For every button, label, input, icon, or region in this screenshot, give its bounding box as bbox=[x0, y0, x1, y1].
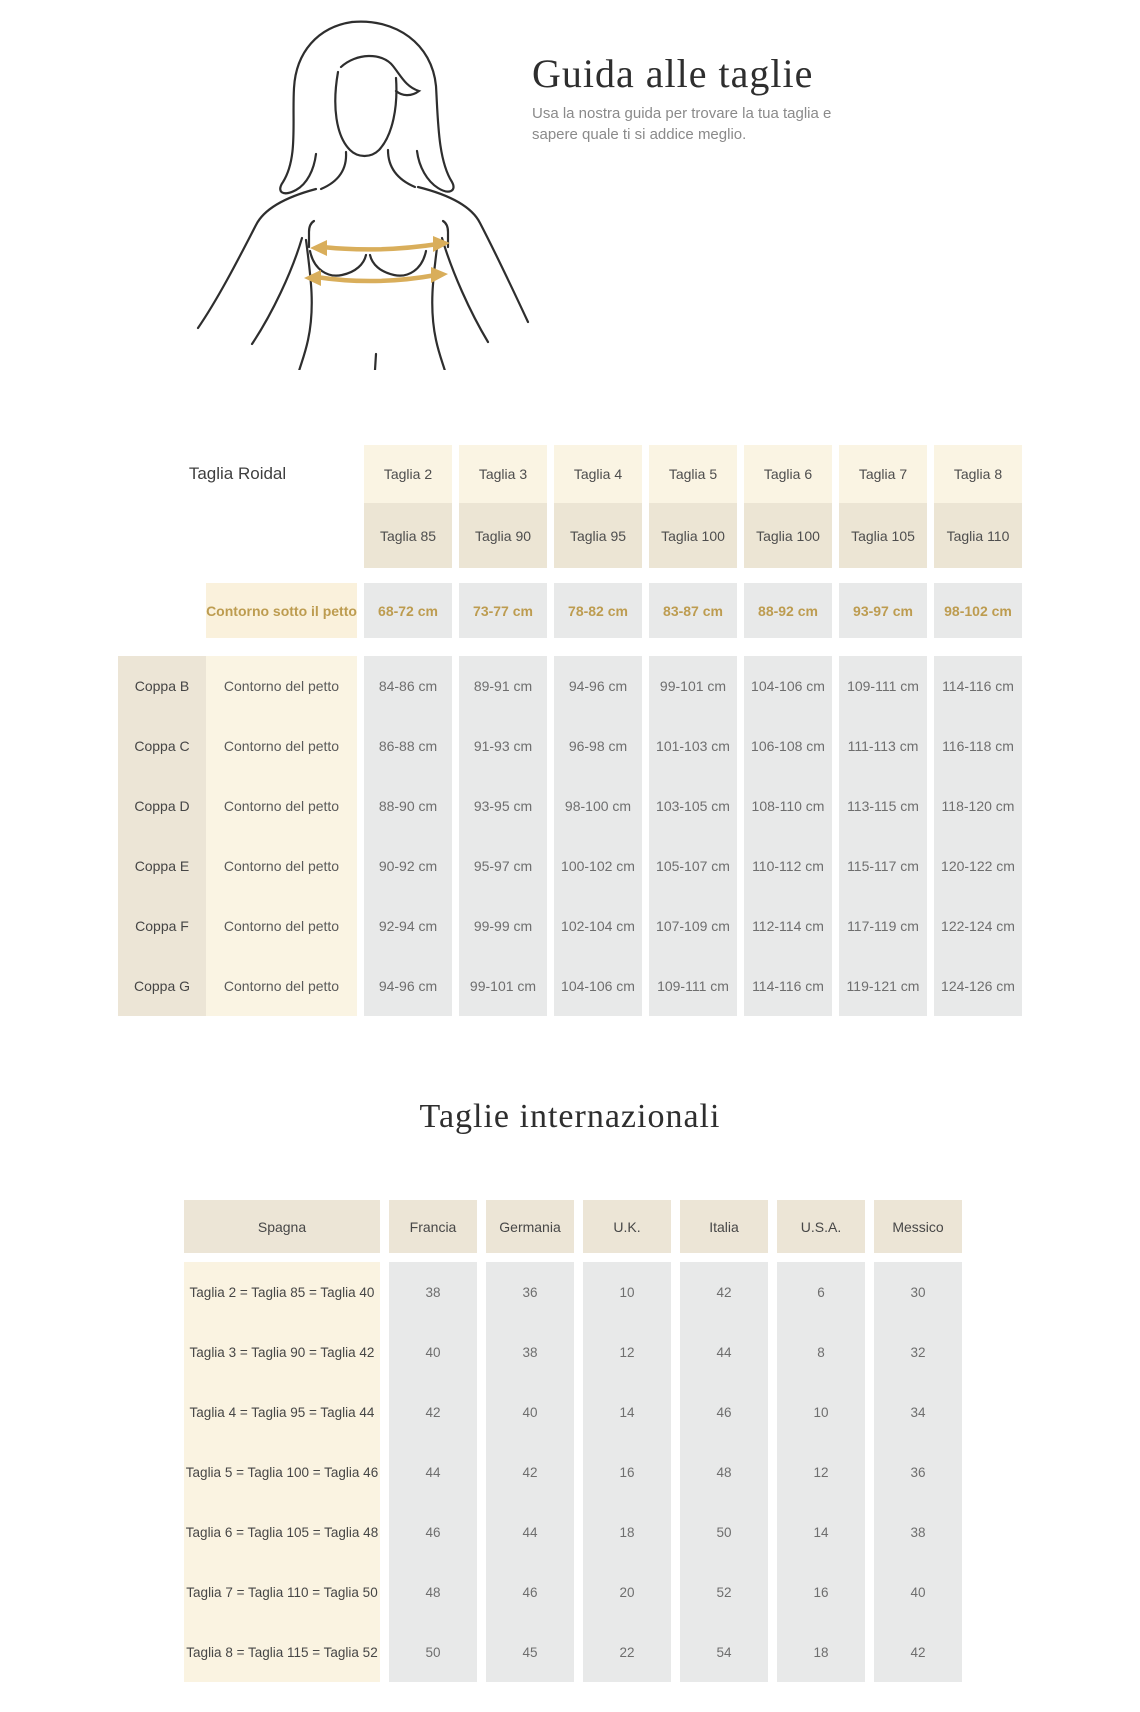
intl-value: 40 bbox=[874, 1562, 962, 1622]
cup-value: 112-114 cm bbox=[744, 896, 832, 956]
table-corner-label: Taglia Roidal bbox=[188, 464, 287, 483]
intl-header-cell: U.K. bbox=[583, 1200, 671, 1253]
cup-value: 86-88 cm bbox=[364, 716, 452, 776]
intl-value: 44 bbox=[389, 1442, 477, 1502]
intl-value: 52 bbox=[680, 1562, 768, 1622]
intl-value: 42 bbox=[389, 1382, 477, 1442]
intl-value: 30 bbox=[874, 1262, 962, 1322]
cup-value: 98-100 cm bbox=[554, 776, 642, 836]
intl-value: 46 bbox=[680, 1382, 768, 1442]
intl-row-label: Taglia 4 = Taglia 95 = Taglia 44 bbox=[184, 1382, 380, 1442]
cup-value: 113-115 cm bbox=[839, 776, 927, 836]
intl-value: 10 bbox=[777, 1382, 865, 1442]
intl-value: 44 bbox=[680, 1322, 768, 1382]
underbust-label: Contorno sotto il petto bbox=[206, 583, 357, 638]
intl-value: 14 bbox=[583, 1382, 671, 1442]
cup-value: 120-122 cm bbox=[934, 836, 1022, 896]
cup-label: Coppa C bbox=[118, 716, 206, 776]
intl-row bbox=[184, 1622, 962, 1682]
intl-value: 42 bbox=[680, 1262, 768, 1322]
cup-label: Coppa D bbox=[118, 776, 206, 836]
intl-row bbox=[184, 1502, 962, 1562]
intl-value: 38 bbox=[389, 1262, 477, 1322]
intl-value: 20 bbox=[583, 1562, 671, 1622]
cup-label: Coppa B bbox=[118, 656, 206, 716]
intl-value: 36 bbox=[874, 1442, 962, 1502]
cup-value: 114-116 cm bbox=[934, 656, 1022, 716]
cup-value: 116-118 cm bbox=[934, 716, 1022, 776]
cup-value: 105-107 cm bbox=[649, 836, 737, 896]
size-header-cell: Taglia 100 bbox=[649, 503, 737, 568]
size-header-row-1 bbox=[118, 445, 1022, 503]
intl-value: 38 bbox=[874, 1502, 962, 1562]
cup-measure-label: Contorno del petto bbox=[206, 896, 357, 956]
intl-value: 12 bbox=[583, 1322, 671, 1382]
cup-value: 114-116 cm bbox=[744, 956, 832, 1016]
cup-value: 108-110 cm bbox=[744, 776, 832, 836]
size-header-cell: Taglia 4 bbox=[554, 445, 642, 503]
bust-measurement-figure-illustration bbox=[170, 10, 530, 370]
intl-value: 46 bbox=[389, 1502, 477, 1562]
cup-value: 99-99 cm bbox=[459, 896, 547, 956]
intl-header-cell: Francia bbox=[389, 1200, 477, 1253]
intl-value: 48 bbox=[680, 1442, 768, 1502]
cup-value: 94-96 cm bbox=[554, 656, 642, 716]
intl-row bbox=[184, 1322, 962, 1382]
cup-value: 104-106 cm bbox=[554, 956, 642, 1016]
intl-row-label: Taglia 6 = Taglia 105 = Taglia 48 bbox=[184, 1502, 380, 1562]
cup-row bbox=[118, 716, 1022, 776]
cup-value: 96-98 cm bbox=[554, 716, 642, 776]
page-subtitle: Usa la nostra guida per trovare la tua taglia e sapere quale ti si addice meglio. bbox=[532, 105, 832, 143]
intl-value: 40 bbox=[486, 1382, 574, 1442]
intl-value: 48 bbox=[389, 1562, 477, 1622]
woman-torso-outline bbox=[198, 22, 528, 370]
underbust-value: 73-77 cm bbox=[459, 583, 547, 638]
cup-measure-label: Contorno del petto bbox=[206, 956, 357, 1016]
intl-row-label: Taglia 8 = Taglia 115 = Taglia 52 bbox=[184, 1622, 380, 1682]
size-header-cell: Taglia 110 bbox=[934, 503, 1022, 568]
intl-value: 16 bbox=[583, 1442, 671, 1502]
cup-label: Coppa F bbox=[118, 896, 206, 956]
intl-value: 14 bbox=[777, 1502, 865, 1562]
intl-header-cell: Spagna bbox=[184, 1200, 380, 1253]
intl-section-title: Taglie internazionali bbox=[419, 1098, 721, 1135]
cup-value: 119-121 cm bbox=[839, 956, 927, 1016]
size-header-cell: Taglia 7 bbox=[839, 445, 927, 503]
underbust-row bbox=[118, 583, 1022, 638]
intl-value: 46 bbox=[486, 1562, 574, 1622]
cup-value: 117-119 cm bbox=[839, 896, 927, 956]
cup-row bbox=[118, 836, 1022, 896]
underbust-measure-arrow bbox=[304, 267, 448, 286]
underbust-value: 68-72 cm bbox=[364, 583, 452, 638]
underbust-value: 98-102 cm bbox=[934, 583, 1022, 638]
underbust-value: 93-97 cm bbox=[839, 583, 927, 638]
cup-measure-label: Contorno del petto bbox=[206, 836, 357, 896]
bust-measure-arrow bbox=[310, 236, 450, 256]
intl-value: 18 bbox=[777, 1622, 865, 1682]
cup-value: 109-111 cm bbox=[649, 956, 737, 1016]
cup-label: Coppa G bbox=[118, 956, 206, 1016]
intl-row-label: Taglia 7 = Taglia 110 = Taglia 50 bbox=[184, 1562, 380, 1622]
intl-row-label: Taglia 2 = Taglia 85 = Taglia 40 bbox=[184, 1262, 380, 1322]
cup-value: 88-90 cm bbox=[364, 776, 452, 836]
size-header-cell: Taglia 6 bbox=[744, 445, 832, 503]
cup-measure-label: Contorno del petto bbox=[206, 656, 357, 716]
intl-row-label: Taglia 5 = Taglia 100 = Taglia 46 bbox=[184, 1442, 380, 1502]
cup-value: 118-120 cm bbox=[934, 776, 1022, 836]
cup-row bbox=[118, 656, 1022, 716]
cup-value: 102-104 cm bbox=[554, 896, 642, 956]
underbust-value: 88-92 cm bbox=[744, 583, 832, 638]
intl-value: 44 bbox=[486, 1502, 574, 1562]
roidal-size-table bbox=[118, 445, 1022, 1016]
cup-value: 91-93 cm bbox=[459, 716, 547, 776]
intl-value: 32 bbox=[874, 1322, 962, 1382]
intl-value: 34 bbox=[874, 1382, 962, 1442]
intl-row bbox=[184, 1562, 962, 1622]
cup-measure-label: Contorno del petto bbox=[206, 776, 357, 836]
size-header-cell: Taglia 3 bbox=[459, 445, 547, 503]
cup-value: 104-106 cm bbox=[744, 656, 832, 716]
intl-header-cell: Germania bbox=[486, 1200, 574, 1253]
cup-value: 107-109 cm bbox=[649, 896, 737, 956]
size-header-cell: Taglia 105 bbox=[839, 503, 927, 568]
cup-value: 122-124 cm bbox=[934, 896, 1022, 956]
intl-value: 42 bbox=[874, 1622, 962, 1682]
intl-value: 42 bbox=[486, 1442, 574, 1502]
intl-header-cell: Italia bbox=[680, 1200, 768, 1253]
cup-row bbox=[118, 896, 1022, 956]
cup-value: 94-96 cm bbox=[364, 956, 452, 1016]
cup-value: 124-126 cm bbox=[934, 956, 1022, 1016]
cup-value: 90-92 cm bbox=[364, 836, 452, 896]
page-title: Guida alle taglie bbox=[532, 51, 814, 96]
cup-value: 89-91 cm bbox=[459, 656, 547, 716]
intl-header-row bbox=[184, 1200, 962, 1253]
intl-value: 50 bbox=[389, 1622, 477, 1682]
cup-value: 95-97 cm bbox=[459, 836, 547, 896]
cup-value: 99-101 cm bbox=[649, 656, 737, 716]
cup-row bbox=[118, 956, 1022, 1016]
intl-value: 40 bbox=[389, 1322, 477, 1382]
intl-value: 12 bbox=[777, 1442, 865, 1502]
size-header-cell: Taglia 5 bbox=[649, 445, 737, 503]
cup-label: Coppa E bbox=[118, 836, 206, 896]
cup-value: 84-86 cm bbox=[364, 656, 452, 716]
intl-value: 10 bbox=[583, 1262, 671, 1322]
size-header-cell: Taglia 8 bbox=[934, 445, 1022, 503]
cup-value: 115-117 cm bbox=[839, 836, 927, 896]
cup-value: 92-94 cm bbox=[364, 896, 452, 956]
intl-row bbox=[184, 1442, 962, 1502]
intl-value: 54 bbox=[680, 1622, 768, 1682]
intl-value: 22 bbox=[583, 1622, 671, 1682]
cup-value: 93-95 cm bbox=[459, 776, 547, 836]
size-header-cell: Taglia 85 bbox=[364, 503, 452, 568]
intl-value: 45 bbox=[486, 1622, 574, 1682]
size-header-row-2 bbox=[118, 503, 1022, 568]
intl-value: 8 bbox=[777, 1322, 865, 1382]
international-size-table bbox=[184, 1200, 962, 1682]
cup-value: 109-111 cm bbox=[839, 656, 927, 716]
cup-value: 110-112 cm bbox=[744, 836, 832, 896]
cup-row bbox=[118, 776, 1022, 836]
intl-row-label: Taglia 3 = Taglia 90 = Taglia 42 bbox=[184, 1322, 380, 1382]
intl-value: 38 bbox=[486, 1322, 574, 1382]
intl-value: 6 bbox=[777, 1262, 865, 1322]
size-header-cell: Taglia 100 bbox=[744, 503, 832, 568]
cup-value: 101-103 cm bbox=[649, 716, 737, 776]
cup-value: 103-105 cm bbox=[649, 776, 737, 836]
cup-value: 99-101 cm bbox=[459, 956, 547, 1016]
size-header-cell: Taglia 90 bbox=[459, 503, 547, 568]
size-header-cell: Taglia 2 bbox=[364, 445, 452, 503]
size-header-cell: Taglia 95 bbox=[554, 503, 642, 568]
intl-row bbox=[184, 1262, 962, 1322]
underbust-value: 83-87 cm bbox=[649, 583, 737, 638]
intl-header-cell: U.S.A. bbox=[777, 1200, 865, 1253]
intl-header-cell: Messico bbox=[874, 1200, 962, 1253]
cup-value: 111-113 cm bbox=[839, 716, 927, 776]
intl-row bbox=[184, 1382, 962, 1442]
cup-measure-label: Contorno del petto bbox=[206, 716, 357, 776]
underbust-value: 78-82 cm bbox=[554, 583, 642, 638]
intl-value: 16 bbox=[777, 1562, 865, 1622]
cup-value: 100-102 cm bbox=[554, 836, 642, 896]
intl-value: 36 bbox=[486, 1262, 574, 1322]
cup-value: 106-108 cm bbox=[744, 716, 832, 776]
intl-value: 18 bbox=[583, 1502, 671, 1562]
intl-value: 50 bbox=[680, 1502, 768, 1562]
